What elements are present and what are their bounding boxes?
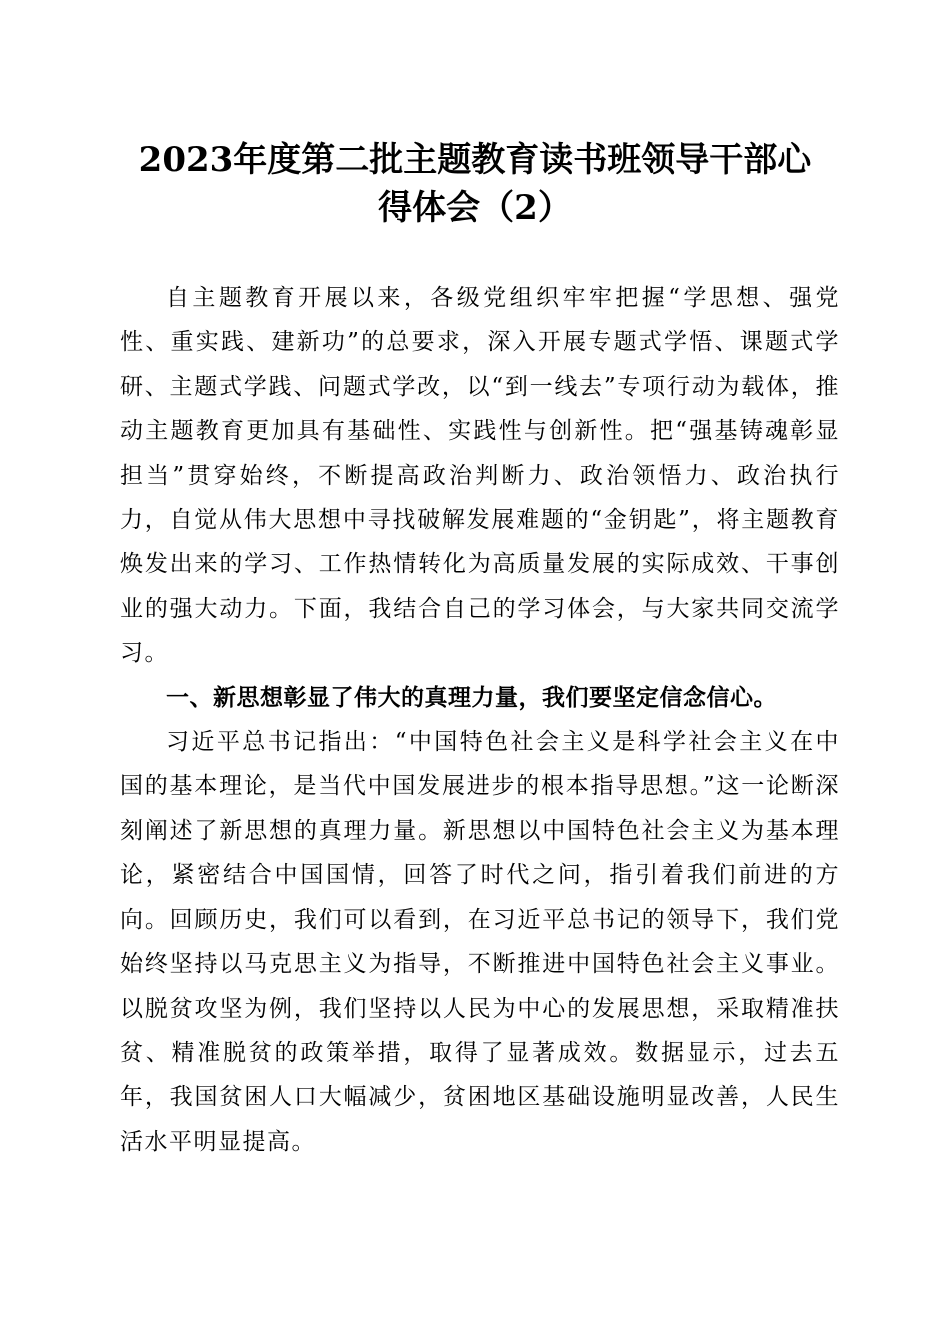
title-line-2: 得体会（2）	[378, 188, 572, 228]
section-heading-1: 一、新思想彰显了伟大的真理力量，我们要坚定信念信心。	[166, 684, 777, 711]
document-body	[120, 276, 840, 1164]
intro-paragraph: 自主题教育开展以来，各级党组织牢牢把握“学思想、强党性、重实践、建新功”的总要求，深入开展专题式学悟、课题式学研、主题式学践、问题式学改，以“到一线去”专项行动为载体，推动主题教育更加具有基础性、实践性与创新性。把“强基铸魂彰显担当”贯穿始终，不断提高政治判断力、政治领悟力、政治执行力，自觉从伟大思想中寻找破解发展难题的“金钥匙”，将主题教育焕发出来的学习、工作热情转化为高质量发展的实际成效、干事创业的强大动力。下面，我结合自己的学习体会，与大家共同交流学习。	[120, 285, 840, 667]
document-title	[100, 136, 850, 232]
title-line-1: 2023年度第二批主题教育读书班领导干部心	[138, 140, 812, 180]
section-1-paragraph: 习近平总书记指出：“中国特色社会主义是科学社会主义在中国的基本理论，是当代中国发展进步的根本指导思想。”这一论断深刻阐述了新思想的真理力量。新思想以中国特色社会主义为基本理论，紧密结合中国国情，回答了时代之问，指引着我们前进的方向。回顾历史，我们可以看到，在习近平总书记的领导下，我们党始终坚持以马克思主义为指导，不断推进中国特色社会主义事业。以脱贫攻坚为例，我们坚持以人民为中心的发展思想，采取精准扶贫、精准脱贫的政策举措，取得了显著成效。数据显示，过去五年，我国贫困人口大幅减少，贫困地区基础设施明显改善，人民生活水平明显提高。	[120, 729, 840, 1155]
